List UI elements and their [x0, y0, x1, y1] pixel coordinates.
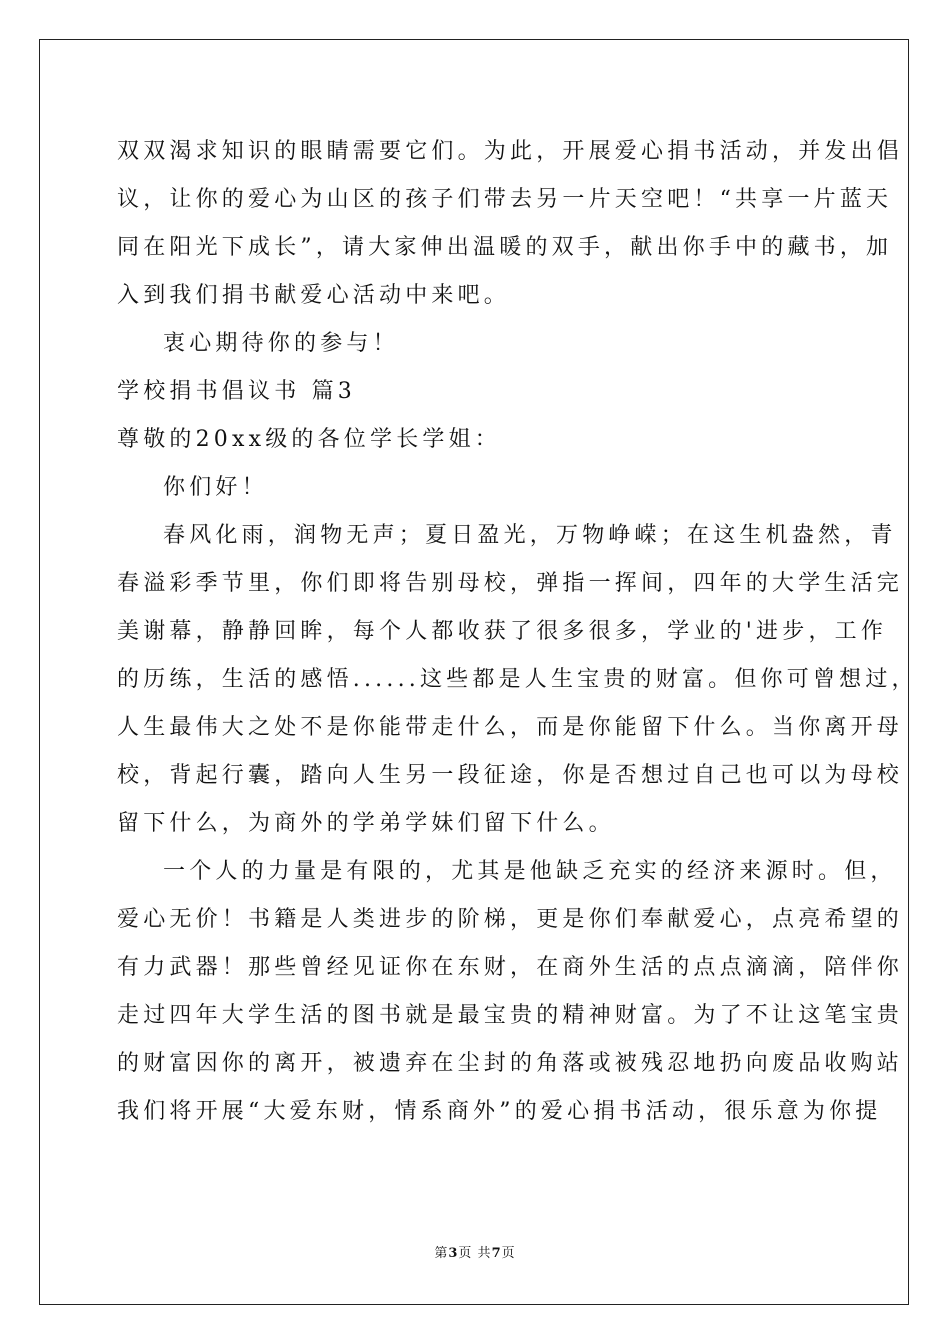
body-line: 的财富因你的离开，被遗弃在尘封的角落或被残忍地扔向废品收购站 — [117, 1051, 904, 1076]
page-mid: 页 共 — [458, 1246, 492, 1261]
body-line: 人生最伟大之处不是你能带走什么，而是你能留下什么。当你离开母 — [117, 715, 904, 740]
body-line: 春风化雨，润物无声；夏日盈光，万物峥嵘；在这生机盎然，青 — [163, 523, 897, 548]
closing-line: 衷心期待你的参与！ — [163, 331, 399, 356]
body-line: 我们将开展“大爱东财，情系商外”的爱心捐书活动，很乐意为你提 — [117, 1099, 882, 1124]
body-line: 有力武器！那些曾经见证你在东财，在商外生活的点点滴滴，陪伴你 — [117, 955, 904, 980]
section-heading: 学校捐书倡议书 篇3 — [117, 379, 356, 404]
body-line: 双双渴求知识的眼睛需要它们。为此，开展爱心捐书活动，并发出倡 — [117, 139, 904, 164]
body-line: 的历练，生活的感悟......这些都是人生宝贵的财富。但你可曾想过， — [117, 667, 918, 692]
salutation: 尊敬的20xx级的各位学长学姐： — [117, 427, 502, 452]
body-line: 校，背起行囊，踏向人生另一段征途，你是否想过自己也可以为母校 — [117, 763, 904, 788]
page-number-footer — [0, 1245, 950, 1263]
total-page-number: 7 — [491, 1246, 502, 1261]
body-line: 入到我们捐书献爱心活动中来吧。 — [117, 283, 511, 308]
current-page-number: 3 — [448, 1246, 459, 1261]
page-suffix: 页 — [501, 1246, 516, 1261]
body-line: 同在阳光下成长”，请大家伸出温暖的双手，献出你手中的藏书，加 — [117, 235, 893, 260]
document-body — [117, 128, 918, 1136]
page-prefix: 第 — [434, 1246, 449, 1261]
body-line: 议，让你的爱心为山区的孩子们带去另一片天空吧！“共享一片蓝天 — [117, 187, 893, 212]
body-line: 美谢幕，静静回眸，每个人都收获了很多很多，学业的'进步，工作 — [117, 619, 888, 644]
body-line: 春溢彩季节里，你们即将告别母校，弹指一挥间，四年的大学生活完 — [117, 571, 904, 596]
body-line: 爱心无价！书籍是人类进步的阶梯，更是你们奉献爱心，点亮希望的 — [117, 907, 904, 932]
body-line: 一个人的力量是有限的，尤其是他缺乏充实的经济来源时。但， — [163, 859, 897, 884]
body-line: 走过四年大学生活的图书就是最宝贵的精神财富。为了不让这笔宝贵 — [117, 1003, 904, 1028]
greeting: 你们好！ — [163, 475, 268, 500]
body-line: 留下什么，为商外的学弟学妹们留下什么。 — [117, 811, 615, 836]
